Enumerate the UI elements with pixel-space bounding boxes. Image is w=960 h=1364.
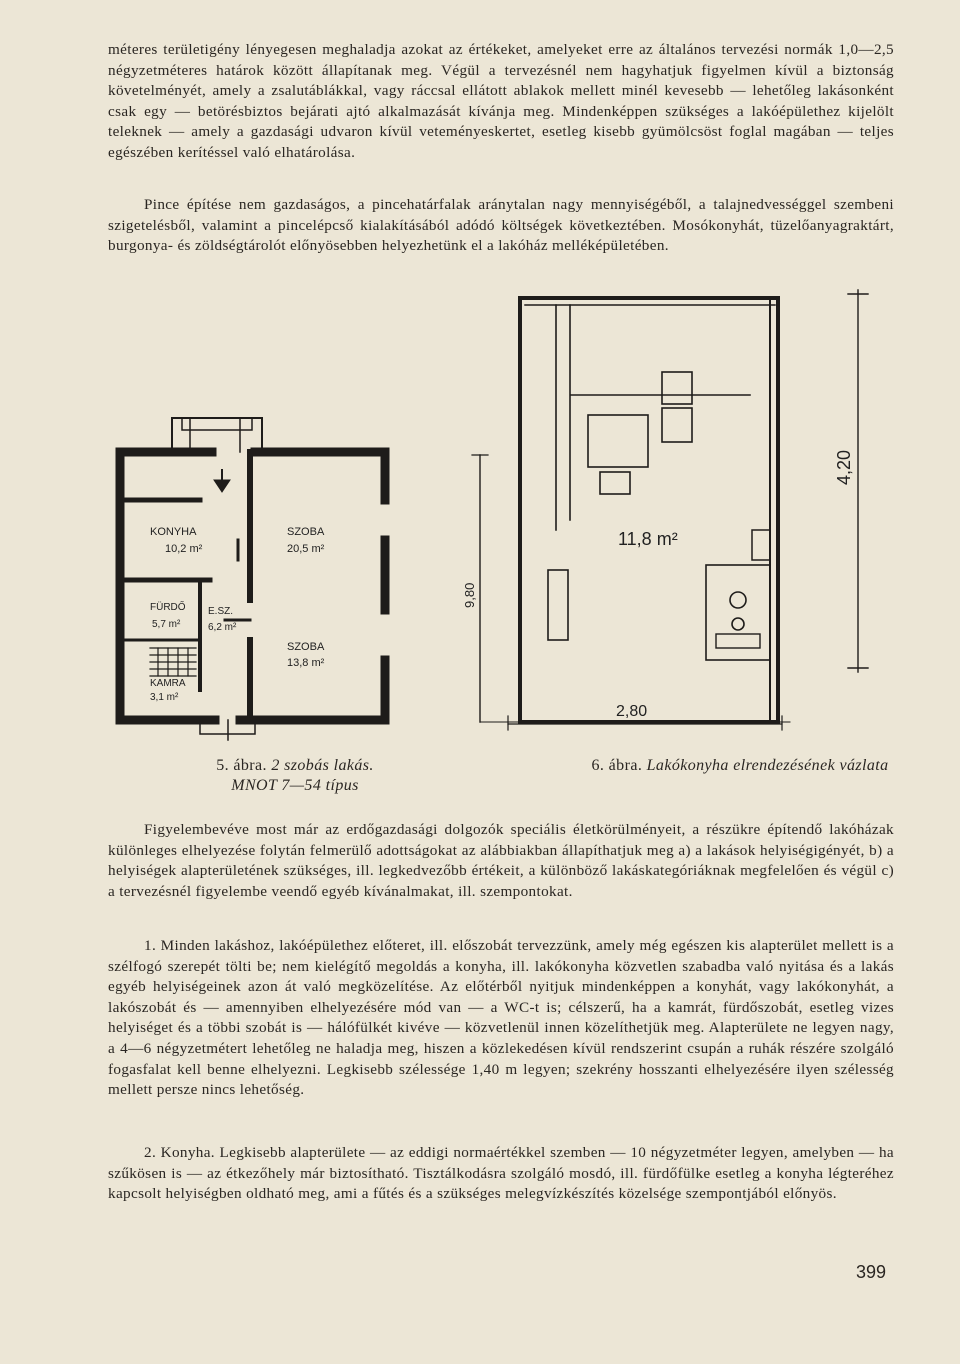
figure-5-caption xyxy=(200,756,390,796)
room-label-szoba-2: SZOBA xyxy=(287,641,325,653)
paragraph-5: 2. Konyha. Legkisebb alapterülete — az eddigi normaértékkel szemben — 10 négyzetméter legyen, amelyben — ha szűkösen is — az étkezőhely már biztosítható. Tisztálkodásra szolgáló mosdó, ill. fürdőfülke esetleg a konyha légteréhez kapcsolt helyiségben oldható meg, ami a fűtés és a szükséges melegvízkészítés közelsége szempontjából előnyös. xyxy=(108,1144,894,1203)
room-area-furdo: 5,7 m² xyxy=(152,619,181,630)
figure-5-caption-text: 2 szobás lakás. MNOT 7—54 típus xyxy=(231,757,374,794)
dimension-width: 2,80 xyxy=(616,703,648,720)
figure-6-caption-text: Lakókonyha elrendezésének vázlata xyxy=(646,757,889,774)
room-area-esz: 6,2 m² xyxy=(208,622,237,633)
room-label-furdo: FÜRDŐ xyxy=(150,602,186,613)
figure-5-number: 5. ábra. xyxy=(216,757,267,774)
figure-6-number: 6. ábra. xyxy=(591,757,643,774)
dimension-side: 9,80 xyxy=(462,582,477,608)
room-label-konyha: KONYHA xyxy=(150,526,197,538)
room-area-szoba-2: 13,8 m² xyxy=(287,657,325,669)
room-label-esz: E.SZ. xyxy=(208,606,234,617)
paragraph-3: Figyelembevéve most már az erdőgazdasági dolgozók speciális életkörülményeit, a részükre építendő lakóházak különleges elhelyezése folytán felmerülő adottságokat az alábbiakban állapíthatjuk meg a) a lakások helyiségigényét, b) a helyiségek alapterületének szükséges, ill. legkedvezőbb értékeit, a különböző lakáskategóriáknak megfelelően és végül c) a tervezésnél figyelembe veendő egyéb kívánalmakat, ill. szempontokat. xyxy=(108,821,894,900)
dimension-length: 4,20 xyxy=(834,449,854,485)
figure-6-caption xyxy=(560,756,920,776)
paragraph-2: Pince építése nem gazdaságos, a pincehatárfalak aránytalan nagy mennyiségéből, a talajnedvességgel szembeni szigetelésből, valamint a pincelépcső kialakításából adódó költségek következtében. Mosókonyhát, tüzelőanyagraktárt, burgonya- és zöldségtárolót előnyösebben helyezhetünk el a lakóház melléképületében. xyxy=(108,196,894,255)
room-label-szoba-1: SZOBA xyxy=(287,526,325,538)
paragraph-1: méteres területigény lényegesen meghaladja azokat az értékeket, amelyeket erre az általános tervezési normák 1,0—2,5 négyzetméteres határok között állapítanak meg. Végül a tervezésnél nem hagyhatjuk figyelmen kívül a biztonság követelményét, amely a zsalutáblákkal, vagy ráccsal ellátott ablakok mellett minél kevesebb — lehetőleg lakásonként csak egy — betörésbiztos bejárati ajtó alkalmazását kívánja meg. Mindenképpen szükséges a lakóépülethez kijelölt teleknek — amely a gazdasági udvaron kívül veteményeskertet, esetleg kisebb gyümölcsöst foglal magában — teljes egészében kerítéssel való elhatárolása. xyxy=(108,41,894,161)
room-area-konyha: 10,2 m² xyxy=(165,543,203,555)
room-area-szoba-1: 20,5 m² xyxy=(287,543,325,555)
room-label-kamra: KAMRA xyxy=(150,678,186,689)
room-area-kamra: 3,1 m² xyxy=(150,692,179,703)
kitchen-area-label: 11,8 m² xyxy=(618,529,678,549)
figure-6-plan xyxy=(472,290,868,730)
paragraph-4: 1. Minden lakáshoz, lakóépülethez előteret, ill. előszobát tervezzünk, amely még egészen kis alapterület mellett is a szélfogó szerepét tölti be; nem kielégítő megoldás a konyha, ill. lakókonyha közvetlen szabadba való nyitása és a lakás egyéb helyiségeinek azon át való megközelítése. Az előtérből nyitjuk mindenképpen a konyhát, vagy lakókonyhát, a lakószobát és — amennyiben elhelyezésére mód van — a WC-t is; célszerű, ha a kamrát, fürdőszobát, esetleg vizes helyiséget és a többi szobát is — hálófülkét kivéve — közvetlenül innen közelíthetjük meg. Alapterülete ne legyen nagy, a 4—6 négyzetmétert lehetőleg ne haladja meg, hiszen a közlekedésen kívül rendszerint csupán a ruhák részére szolgáló fogasfalat kell benne elhelyezni. Legkisebb szélessége 1,40 m legyen; szekrény hosszanti elhelyezésére ilyen szélesség mellett persze nincs lehetőség. xyxy=(108,937,894,1099)
page-number: 399 xyxy=(856,1262,887,1282)
